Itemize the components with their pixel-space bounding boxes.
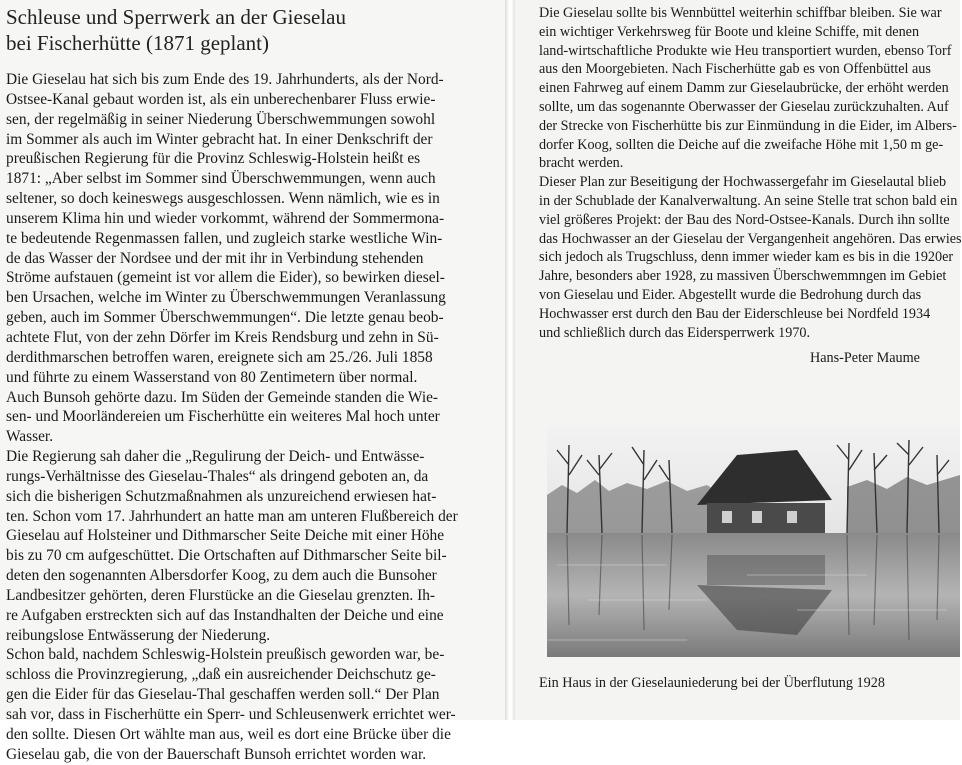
text-line: ein wichtiger Verkehrsweg für Boote und kleine Schiffe, mit denen [539, 23, 920, 40]
text-line: re Aufgaben erstreckten sich auf das Instandhalten der Deiche und eine [6, 606, 444, 624]
text-line: und führte zu einem Wasserstand von 80 Zentimetern über normal. [6, 368, 418, 386]
text-line: sich die bisherigen Schutzmaßnahmen als unzureichend erwiesen hat- [6, 487, 437, 505]
text-line: land-wirtschaftliche Produkte wie Heu transportiert wurden, ebenso Torf [539, 42, 952, 59]
text-line: bracht werden. [539, 155, 624, 172]
flood-photo-image [547, 425, 960, 657]
right-column-text [539, 4, 962, 342]
title-line: bei Fischerhütte (1871 geplant) [6, 31, 270, 55]
text-line: te bedeutende Regenmassen fallen, und zugleich starke westliche Win- [6, 229, 443, 247]
text-line: gen die Eider für das Gieselau-Thal geschaffen werden soll.“ Der Plan [6, 686, 440, 704]
text-line: achtete Flut, von der zehn Dörfer im Kreis Rendsburg und zehn in Sü- [6, 328, 439, 346]
author-name: Hans-Peter Maume [810, 350, 920, 366]
text-line: das Hochwasser an der Gieselau der Vergangenheit angehören. Das erwies [539, 230, 962, 247]
text-line: de das Wasser der Nordsee und der mit ihr in Verbindung stehenden [6, 249, 424, 267]
text-line: von Gieselau und Eider. Abgestellt wurde die Bedrohung durch das [539, 286, 922, 303]
text-line: sollte, um das sogenannte Oberwasser der Gieselau zurückzuhalten. Auf [539, 98, 949, 115]
article-title [6, 4, 501, 56]
text-line: Die Regierung sah daher die „Regulirung der Deich- und Entwässe- [6, 448, 425, 466]
text-line: Die Gieselau sollte bis Wennbüttel weiterhin schiffbar bleiben. Sie war [539, 5, 942, 21]
text-line: viel größeres Projekt: der Bau des Nord-Ostsee-Kanals. Durch ihn sollte [539, 211, 950, 228]
text-line: Hochwasser erst durch den Bau der Eiderschleuse bei Nordfeld 1934 [539, 305, 931, 322]
text-line: Ströme aufstauen (gemeint ist vor allem die Eider), so bewirken diesel- [6, 269, 445, 287]
text-line: dorfer Koog, sollten die Deiche auf die zweifache Höhe mit 1,50 m ge- [539, 136, 944, 153]
text-line: im Sommer als auch im Winter gebracht hat. In einer Denkschrift der [6, 130, 433, 148]
text-line: Ostsee-Kanal gebaut worden ist, als ein unberechenbarer Fluss erwie- [6, 90, 436, 108]
text-line: Gieselau auf Holsteiner und Dithmarscher Seite Deiche mit einer Höhe [6, 527, 445, 545]
flood-photo [547, 425, 960, 657]
text-line: ben Ursachen, welche im Winter zu Überschwemmungen Veranlassung [6, 289, 446, 307]
text-line: schloss die Provinzregierung, „daß ein ausreichender Deichschutz ge- [6, 666, 436, 684]
text-line: Auch Bunsoh gehörte dazu. Im Süden der Gemeinde standen die Wie- [6, 388, 439, 406]
left-column-text [6, 70, 501, 765]
text-line: derdithmarschen betroffen waren, ereignete sich am 25./26. Juli 1858 [6, 348, 433, 366]
text-line: Gieselau gab, die von der Bauerschaft Bunsoh errichtet worden war. [6, 745, 427, 763]
text-line: reibungslose Entwässerung der Niederung. [6, 626, 271, 644]
text-line: Landbesitzer gehörten, deren Flurstücke an die Gieselau grenzten. Ih- [6, 586, 436, 604]
text-line: Die Gieselau hat sich bis zum Ende des 19. Jahrhunderts, als der Nord- [6, 71, 444, 88]
text-line: Wasser. [6, 428, 54, 446]
text-line: den sollte. Diesen Ort wählte man aus, weil es dort eine Brücke über die [6, 725, 451, 743]
text-line: 1871: „Aber selbst im Sommer sind Überschwemmungen, wenn auch [6, 170, 436, 188]
title-line: Schleuse und Sperrwerk an der Gieselau [6, 5, 346, 29]
text-line: Dieser Plan zur Beseitigung der Hochwassergefahr im Gieselautal blieb [539, 174, 947, 191]
text-line: einen Fahrweg auf einem Damm zur Gieselaubrücke, der erhöht werden [539, 80, 949, 97]
text-line: in der Schublade der Kanalverwaltung. An seine Stelle trat schon bald ein [539, 192, 958, 209]
book-gutter [505, 0, 515, 720]
text-line: bis zu 70 cm aufgeschüttet. Die Ortschaften auf Dithmarscher Seite bil- [6, 547, 447, 565]
text-line: geben, auch im Sommer Überschwemmungen“. Die letzte genau beob- [6, 309, 444, 327]
text-line: ten. Schon vom 17. Jahrhundert an hatte man am unteren Flußbereich der [6, 507, 458, 525]
text-line: unserem Klima hin und wieder vorkommt, während der Sommermona- [6, 209, 445, 227]
text-line: und schließlich durch das Eidersperrwerk 1970. [539, 324, 811, 341]
text-line: seltener, so doch keineswegs ausgeschlossen. Wenn nämlich, wie es in [6, 190, 440, 208]
photo-caption: Ein Haus in der Gieselauniederung bei der Überflutung 1928 [539, 675, 885, 691]
text-line: deten den sogenannten Albersdorfer Koog, zu dem auch die Bunsoher [6, 567, 437, 585]
text-line: sich jedoch als Trugschluss, denn immer wieder kam es bis in die 1920er [539, 249, 954, 266]
text-line: sen, der regelmäßig in seiner Niederung Überschwemmungen sowohl [6, 110, 436, 128]
text-line: rungs-Verhältnisse des Gieselau-Thales“ als dringend geboten an, da [6, 467, 429, 485]
text-line: sen- und Moorländereien um Fischerhütte ein weiteres Mal hoch unter [6, 408, 440, 426]
text-line: sah vor, dass in Fischerhütte ein Sperr- und Schleusenwerk errichtet wer- [6, 706, 456, 723]
text-line: der Strecke von Fischerhütte bis zur Einmündung in die Eider, im Albers- [539, 117, 957, 134]
right-page [515, 0, 960, 720]
text-line: preußischen Regierung für die Provinz Schleswig-Holstein heißt es [6, 150, 421, 168]
text-line: Schon bald, nachdem Schleswig-Holstein preußisch geworden war, be- [6, 646, 445, 664]
text-line: Jahre, besonders aber 1928, zu massiven Überschwemmngen im Gebiet [539, 268, 947, 285]
text-line: aus den Moorgebieten. Nach Fischerhütte gab es von Offenbüttel aus [539, 61, 931, 78]
